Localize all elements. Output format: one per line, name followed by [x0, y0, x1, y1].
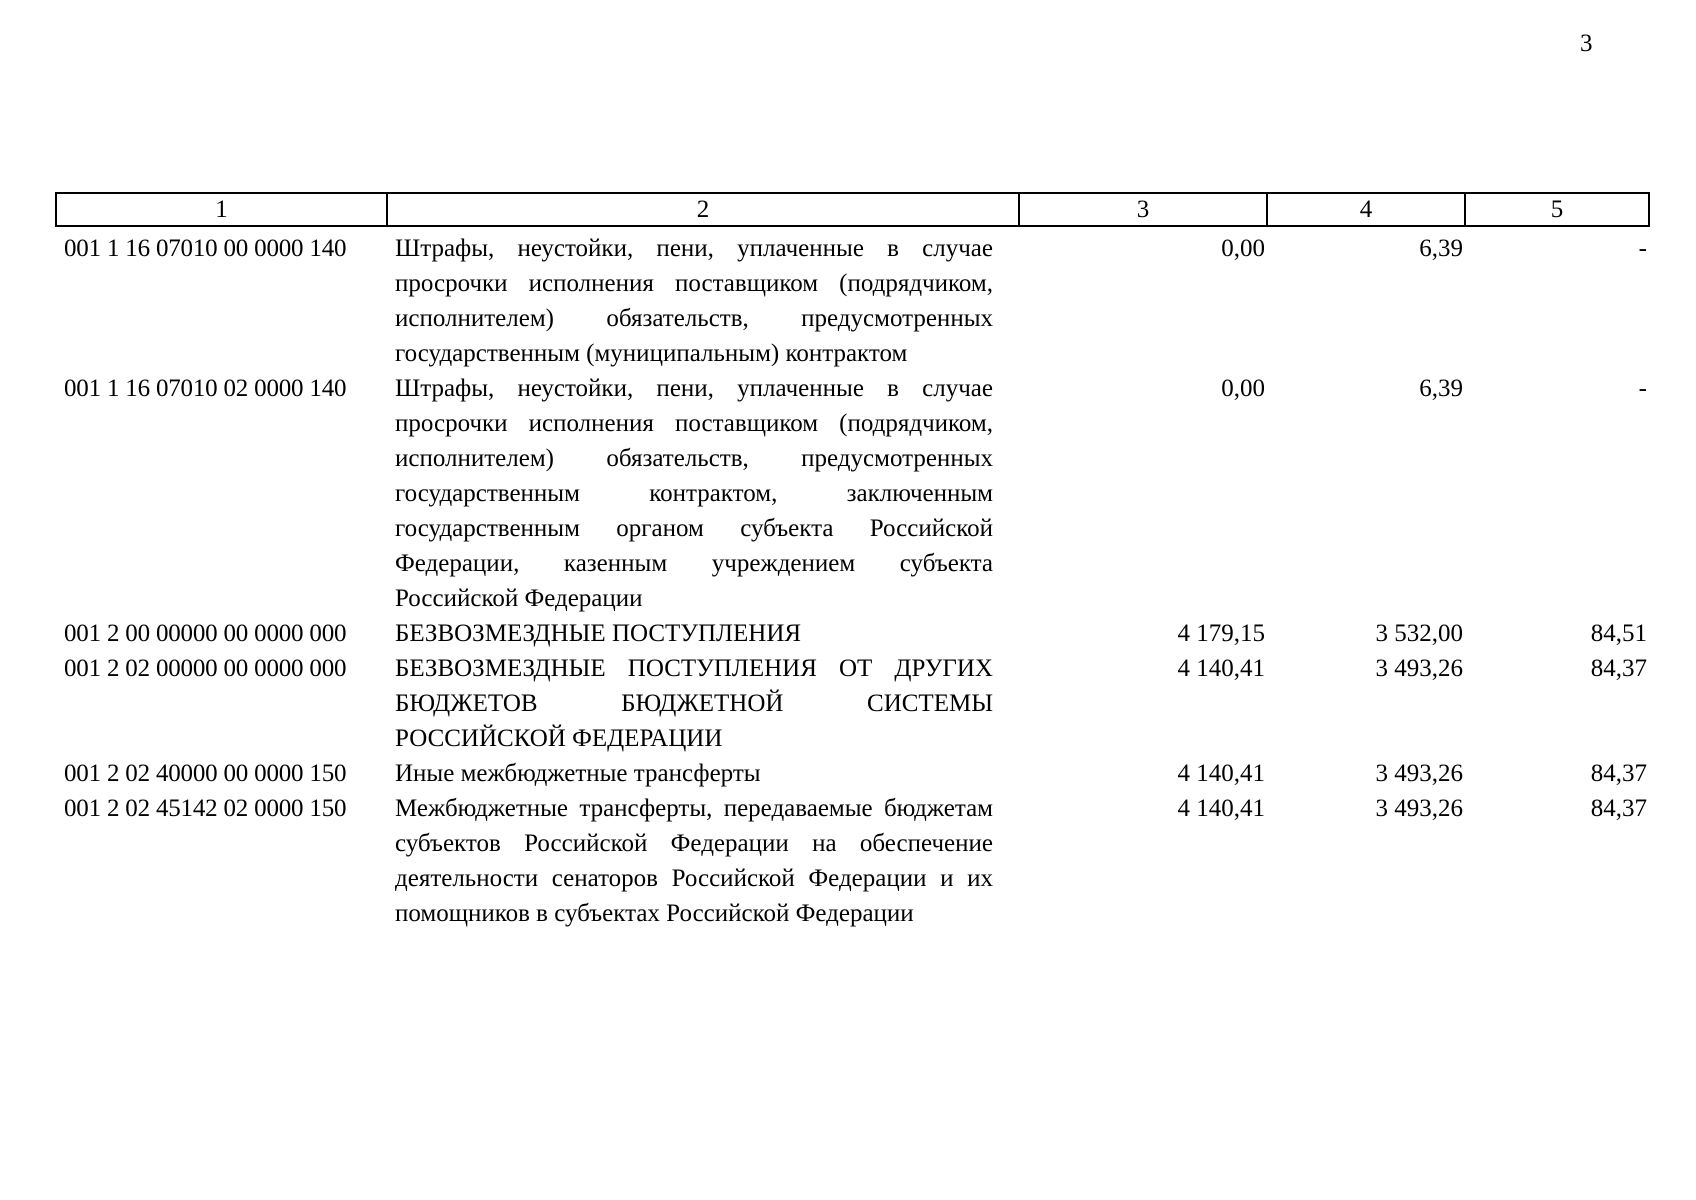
- row-col5-value: 84,37: [1590, 760, 1647, 787]
- row-col4-value: 6,39: [1419, 235, 1463, 262]
- row-col4-value: 3 493,26: [1375, 655, 1463, 682]
- header-col-1: 1: [56, 193, 387, 226]
- row-col4-value: 3 493,26: [1375, 760, 1463, 787]
- row-code: 001 2 02 40000 00 0000 150: [64, 760, 347, 787]
- row-col5-value: 84,51: [1590, 620, 1647, 647]
- row-col3-value: 0,00: [1221, 235, 1265, 262]
- row-name: Штрафы, неустойки, пени, уплаченные в случае просрочки исполнения поставщиком (подрядчиком, исполнителем) обязательств, предусмотренных государственным контрактом, заключенным государственным органом субъекта Российской Федерации, казенным учреждением субъекта Российской Федерации: [395, 375, 993, 612]
- row-name: БЕЗВОЗМЕЗДНЫЕ ПОСТУПЛЕНИЯ: [395, 620, 802, 647]
- row-col4-value: 3 532,00: [1375, 620, 1463, 647]
- header-col-5: 5: [1465, 193, 1649, 226]
- row-col5-value: -: [1638, 235, 1647, 262]
- row-col5-value: 84,37: [1590, 795, 1647, 822]
- row-col5-value: -: [1638, 375, 1647, 402]
- table-row: [56, 791, 1649, 931]
- row-name: Иные межбюджетные трансферты: [395, 760, 761, 787]
- row-name: Межбюджетные трансферты, передаваемые бюджетам субъектов Российской Федерации на обеспечение деятельности сенаторов Российской Федерации и их помощников в субъектах Российской Федерации: [395, 795, 993, 927]
- table-row: [56, 371, 1649, 616]
- row-code: 001 2 00 00000 00 0000 000: [64, 620, 347, 647]
- row-name: Штрафы, неустойки, пени, уплаченные в случае просрочки исполнения поставщиком (подрядчиком, исполнителем) обязательств, предусмотренных государственным (муниципальным) контрактом: [395, 235, 993, 367]
- budget-table: [55, 192, 1650, 931]
- table-header: [56, 193, 1649, 226]
- table-row: [56, 616, 1649, 651]
- table-row: [56, 756, 1649, 791]
- table-row: [56, 651, 1649, 756]
- header-col-2: 2: [387, 193, 1019, 226]
- row-col3-value: 4 140,41: [1177, 760, 1265, 787]
- table-body: [56, 226, 1649, 931]
- row-col5-value: 84,37: [1590, 655, 1647, 682]
- row-col3-value: 4 140,41: [1177, 655, 1265, 682]
- row-code: 001 1 16 07010 02 0000 140: [64, 375, 347, 402]
- row-code: 001 1 16 07010 00 0000 140: [64, 235, 347, 262]
- header-row: [56, 193, 1649, 226]
- row-code: 001 2 02 45142 02 0000 150: [64, 795, 347, 822]
- header-col-4: 4: [1267, 193, 1465, 226]
- header-col-3: 3: [1019, 193, 1267, 226]
- row-name: БЕЗВОЗМЕЗДНЫЕ ПОСТУПЛЕНИЯ ОТ ДРУГИХ БЮДЖЕТОВ БЮДЖЕТНОЙ СИСТЕМЫ РОССИЙСКОЙ ФЕДЕРАЦИИ: [395, 655, 993, 752]
- row-col4-value: 3 493,26: [1375, 795, 1463, 822]
- table-row: [56, 226, 1649, 371]
- row-code: 001 2 02 00000 00 0000 000: [64, 655, 347, 682]
- row-col4-value: 6,39: [1419, 375, 1463, 402]
- row-col3-value: 4 179,15: [1177, 620, 1265, 647]
- row-col3-value: 4 140,41: [1177, 795, 1265, 822]
- row-col3-value: 0,00: [1221, 375, 1265, 402]
- page-number: 3: [1580, 30, 1593, 57]
